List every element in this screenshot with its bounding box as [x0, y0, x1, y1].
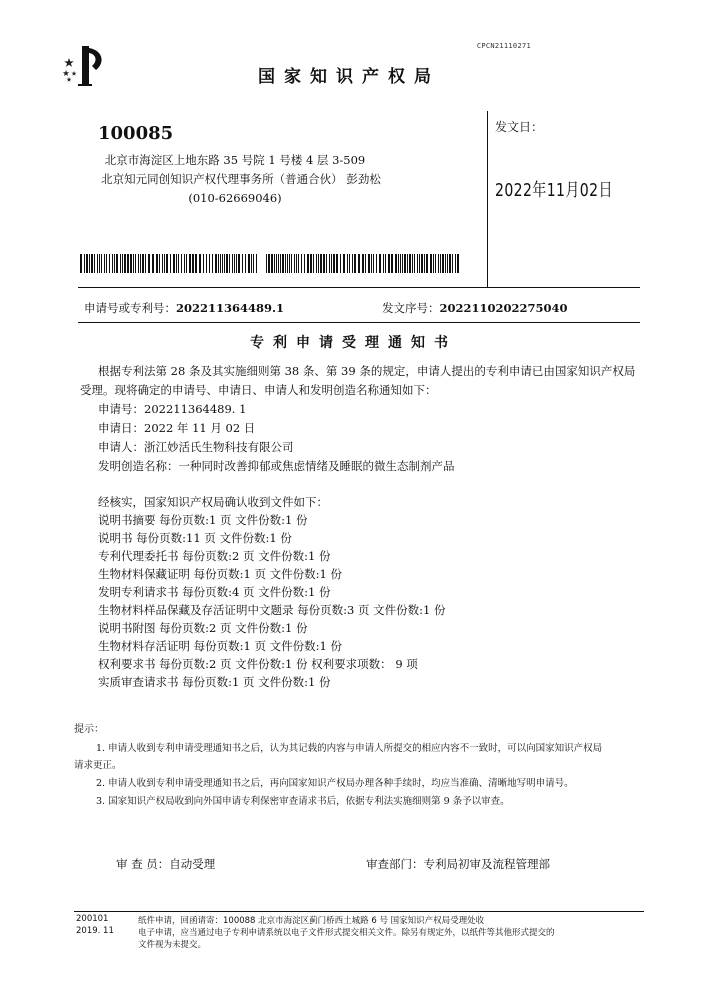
tip-1-line-2: 请求更正。	[74, 760, 122, 771]
office-name: 国家知识产权局	[258, 67, 440, 87]
document-code: CPCN21110271	[476, 42, 531, 50]
dispatch-number-value: 2022110202275040	[439, 301, 568, 315]
recipient-agency-line: 北京知元同创知识产权代理事务所（普通合伙） 彭劲松	[101, 172, 381, 186]
received-file-item: 说明书摘要 每份页数:1 页 文件份数:1 份	[98, 513, 308, 527]
footer-divider	[74, 911, 644, 912]
notice-title: 专利申请受理通知书	[250, 335, 457, 351]
intro-paragraph-line-2: 受理。现将确定的申请号、申请日、申请人和发明创造名称通知如下：	[80, 383, 437, 397]
send-date-value: 2022年11月02日	[495, 180, 613, 201]
barcode-left	[80, 254, 257, 273]
received-file-item: 专利代理委托书 每份页数:2 页 文件份数:1 份	[98, 549, 331, 563]
intro-paragraph-line-1: 根据专利法第 28 条及其实施细则第 38 条、第 39 条的规定，申请人提出的专利申请已由国家知识产权局	[98, 364, 636, 378]
send-date-label: 发文日：	[495, 120, 544, 134]
recipient-postal-code: 100085	[98, 123, 174, 144]
received-file-item: 权利要求书 每份页数:2 页 文件份数:1 份 权利要求项数： 9 项	[98, 657, 418, 671]
tip-3: 3. 国家知识产权局收到向外国申请专利保密审查请求书后，依据专利法实施细则第 9 条予以审查。	[96, 796, 510, 807]
tip-2: 2. 申请人收到专利申请受理通知书之后，再向国家知识产权局办理各种手续时，均应当准确、清晰地写明申请号。	[96, 778, 574, 789]
examining-department: 审查部门：专利局初审及流程管理部	[366, 857, 550, 871]
received-file-item: 发明专利请求书 每份页数:4 页 文件份数:1 份	[98, 585, 331, 599]
received-file-item: 说明书附图 每份页数:2 页 文件份数:1 份	[98, 621, 308, 635]
examiner: 审 查 员：自动受理	[116, 857, 216, 871]
application-number-value: 202211364489.1	[176, 301, 285, 315]
header-divider-horizontal	[78, 287, 640, 288]
tips-title: 提示：	[74, 724, 104, 735]
application-number	[84, 300, 284, 316]
numbers-divider	[78, 322, 640, 323]
footer-paper-notice: 纸件申请，回函请寄：100088 北京市海淀区蓟门桥西土城路 6 号 国家知识产权局受理处收	[138, 916, 485, 926]
dispatch-number-label: 发文序号：	[382, 301, 440, 315]
tip-1-line-1: 1. 申请人收到专利申请受理通知书之后，认为其记载的内容与申请人所提交的相应内容不一致时，可以向国家知识产权局	[96, 743, 603, 754]
received-file-item: 实质审查请求书 每份页数:1 页 文件份数:1 份	[98, 675, 331, 689]
field-application-number: 申请号：202211364489. 1	[98, 402, 247, 416]
dispatch-number	[382, 300, 568, 316]
field-applicant: 申请人：浙江妙活氏生物科技有限公司	[98, 440, 294, 454]
form-version: 2019. 11	[76, 926, 114, 936]
footer-electronic-notice: 电子申请，应当通过电子专利申请系统以电子文件形式提交相关文件。除另有规定外，以纸件等其他形式提交的	[138, 928, 555, 938]
received-file-item: 生物材料保藏证明 每份页数:1 页 文件份数:1 份	[98, 567, 343, 581]
field-application-date: 申请日：2022 年 11 月 02 日	[98, 421, 256, 435]
barcode-right	[266, 254, 460, 273]
header-divider-vertical	[487, 111, 488, 287]
application-number-label: 申请号或专利号：	[84, 301, 176, 315]
received-files-intro: 经核实，国家知识产权局确认收到文件如下：	[98, 495, 328, 509]
footer-electronic-notice-cont: 文件视为未提交。	[138, 940, 207, 950]
recipient-address-line: 北京市海淀区上地东路 35 号院 1 号楼 4 层 3-509	[104, 153, 366, 167]
cnipa-logo-icon	[62, 44, 108, 86]
recipient-phone-line: (010-62669046)	[188, 191, 282, 205]
received-file-item: 生物材料存活证明 每份页数:1 页 文件份数:1 份	[98, 639, 343, 653]
field-invention-title: 发明创造名称：一种同时改善抑郁或焦虑情绪及睡眠的微生态制剂产品	[98, 459, 455, 473]
form-code: 200101	[76, 914, 109, 924]
received-file-item: 说明书 每份页数:11 页 文件份数:1 份	[98, 531, 292, 545]
received-file-item: 生物材料样品保藏及存活证明中文题录 每份页数:3 页 文件份数:1 份	[98, 603, 446, 617]
